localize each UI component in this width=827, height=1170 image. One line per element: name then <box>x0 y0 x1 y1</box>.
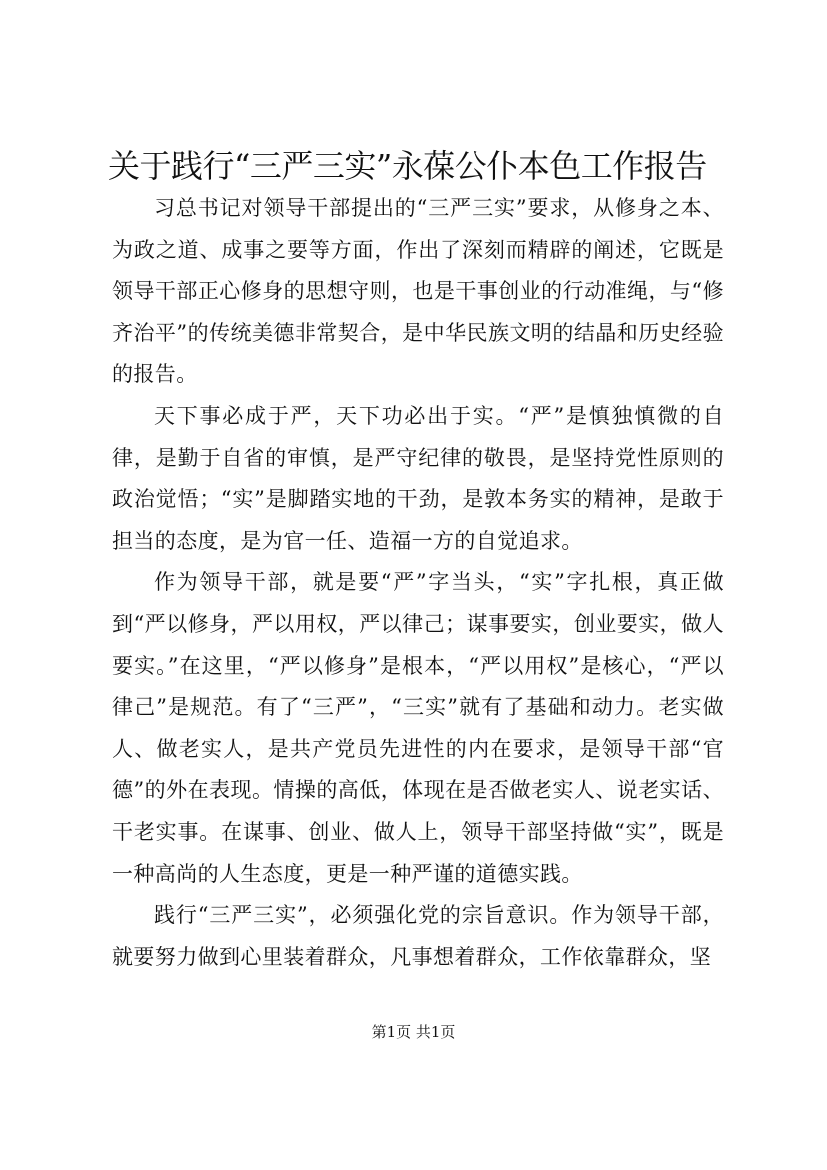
document-title: 关于践行“三严三实”永葆公仆本色工作报告 <box>108 147 707 185</box>
paragraph-1: 习总书记对领导干部提出的“三严三实”要求，从修身之本、为政之道、成事之要等方面，作出了深刻而精辟的阐述，它既是领导干部正心修身的思想守则，也是干事创业的行动准绳，与“修齐治平”的传统美德非常契合，是中华民族文明的结晶和历史经验的报告。 <box>112 196 724 387</box>
paragraph-4: 践行“三严三实”，必须强化党的宗旨意识。作为领导干部，就要努力做到心里装着群众，凡事想着群众，工作依靠群众，坚 <box>112 903 724 969</box>
page-footer: 第1页 共1页 <box>371 1023 456 1041</box>
document-body <box>112 188 724 978</box>
paragraph-2: 天下事必成于严，天下功必出于实。“严”是慎独慎微的自律，是勤于自省的审慎，是严守纪律的敬畏，是坚持党性原则的政治觉悟；“实”是脚踏实地的干劲，是敦本务实的精神，是敢于担当的态度，是为官一任、造福一方的自觉追求。 <box>112 403 724 553</box>
paragraph-3: 作为领导干部，就是要“严”字当头，“实”字扎根，真正做到“严以修身，严以用权，严以律己；谋事要实，创业要实，做人要实。”在这里，“严以修身”是根本，“严以用权”是核心，“严以律己”是规范。有了“三严”，“三实”就有了基础和动力。老实做人、做老实人，是共产党员先进性的内在要求，是领导干部“官德”的外在表现。情操的高低，体现在是否做老实人、说老实话、干老实事。在谋事、创业、做人上，领导干部坚持做“实”，既是一种高尚的人生态度，更是一种严谨的道德实践。 <box>112 570 724 886</box>
